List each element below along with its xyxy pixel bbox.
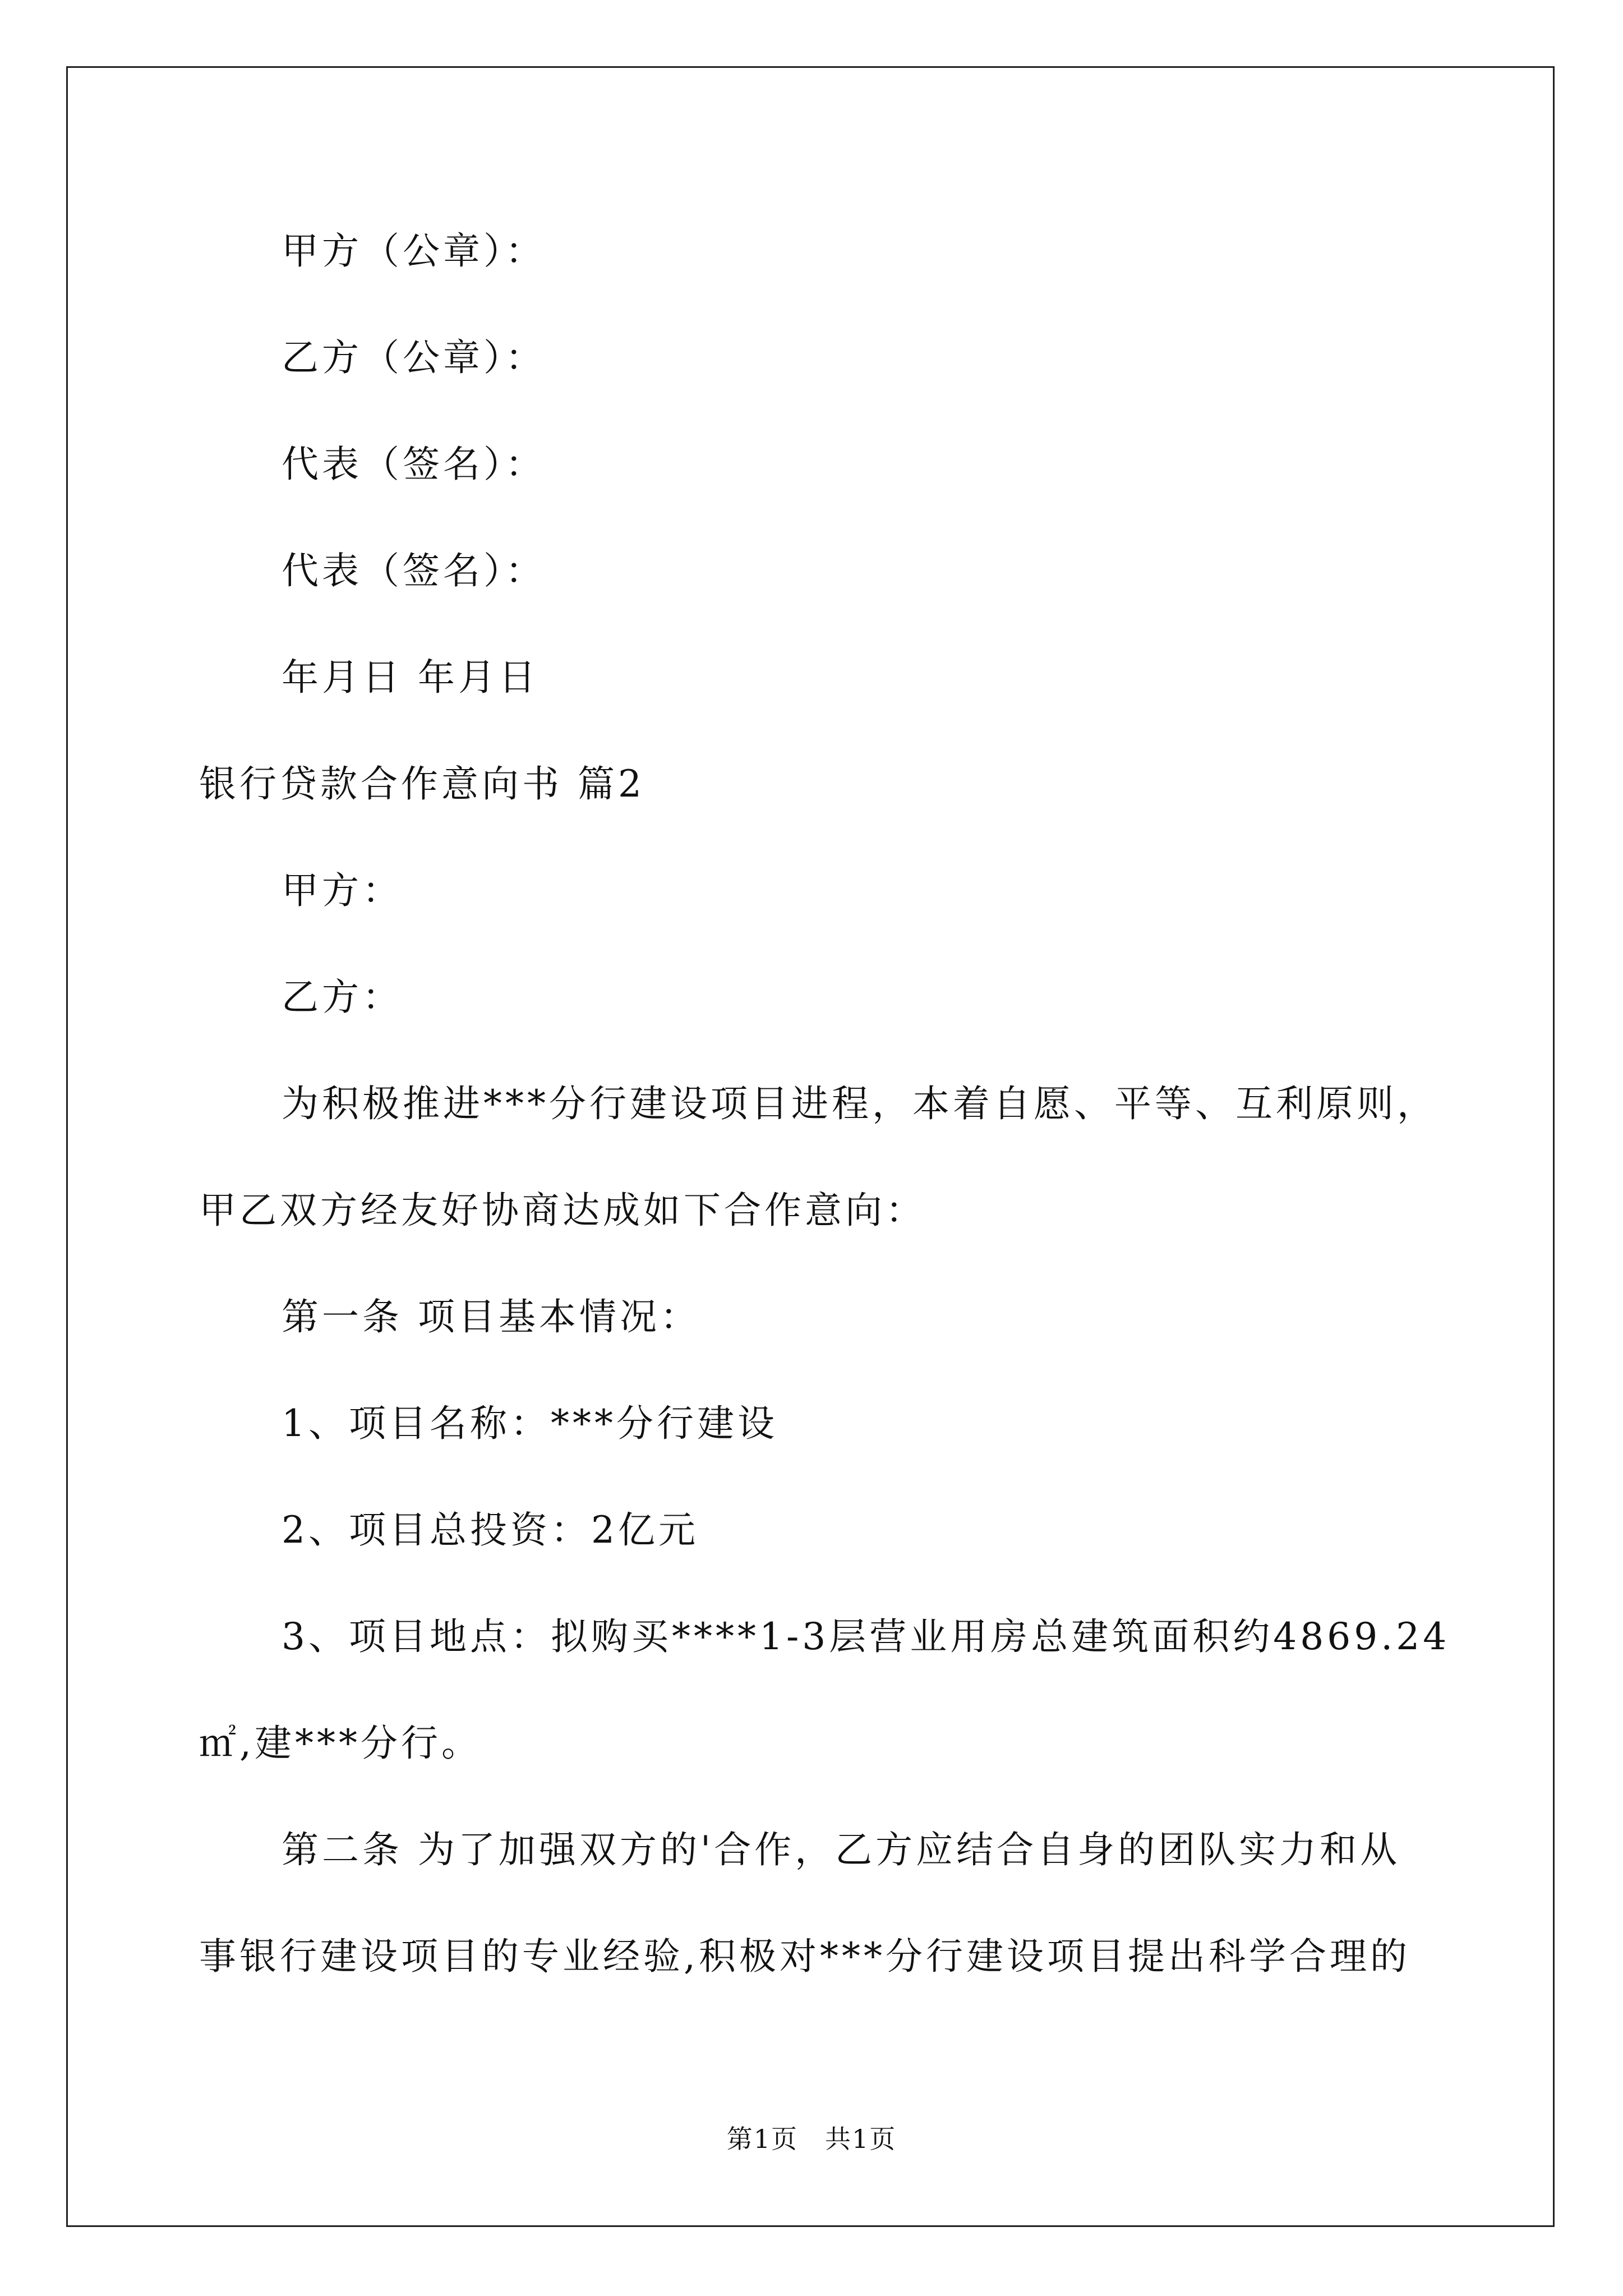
date-line: 年月日 年月日	[282, 656, 539, 699]
party-b-seal-line: 乙方（公章）：	[282, 336, 546, 379]
list-item: 1、项目名称：***分行建设	[282, 1402, 778, 1445]
article-paragraph-line: 第二条 为了加强双方的'合作，乙方应结合自身的团队实力和从	[282, 1828, 1401, 1871]
page-border	[66, 66, 1555, 2227]
page-number: 第1页 共1页	[726, 2124, 897, 2154]
list-item-continued: ㎡,建***分行。	[199, 1722, 482, 1765]
party-a-line: 甲方：	[282, 869, 403, 912]
party-a-seal-line: 甲方（公章）：	[282, 229, 546, 273]
list-item: 2、项目总投资：2亿元	[282, 1508, 699, 1552]
body-paragraph-line: 为积极推进***分行建设项目进程，本着自愿、平等、互利原则，	[282, 1082, 1437, 1125]
section-heading: 银行贷款合作意向书 篇2	[199, 762, 645, 806]
representative-line-a: 代表（签名）：	[282, 443, 546, 486]
body-paragraph-line: 甲乙双方经友好协商达成如下合作意向：	[199, 1189, 926, 1232]
party-b-line: 乙方：	[282, 976, 403, 1019]
article-paragraph-line: 事银行建设项目的专业经验,积极对***分行建设项目提出科学合理的	[199, 1935, 1410, 1978]
article-heading: 第一条 项目基本情况：	[282, 1295, 700, 1338]
representative-line-b: 代表（签名）：	[282, 549, 546, 592]
list-item: 3、项目地点：拟购买****1-3层营业用房总建筑面积约4869.24	[282, 1615, 1450, 1658]
